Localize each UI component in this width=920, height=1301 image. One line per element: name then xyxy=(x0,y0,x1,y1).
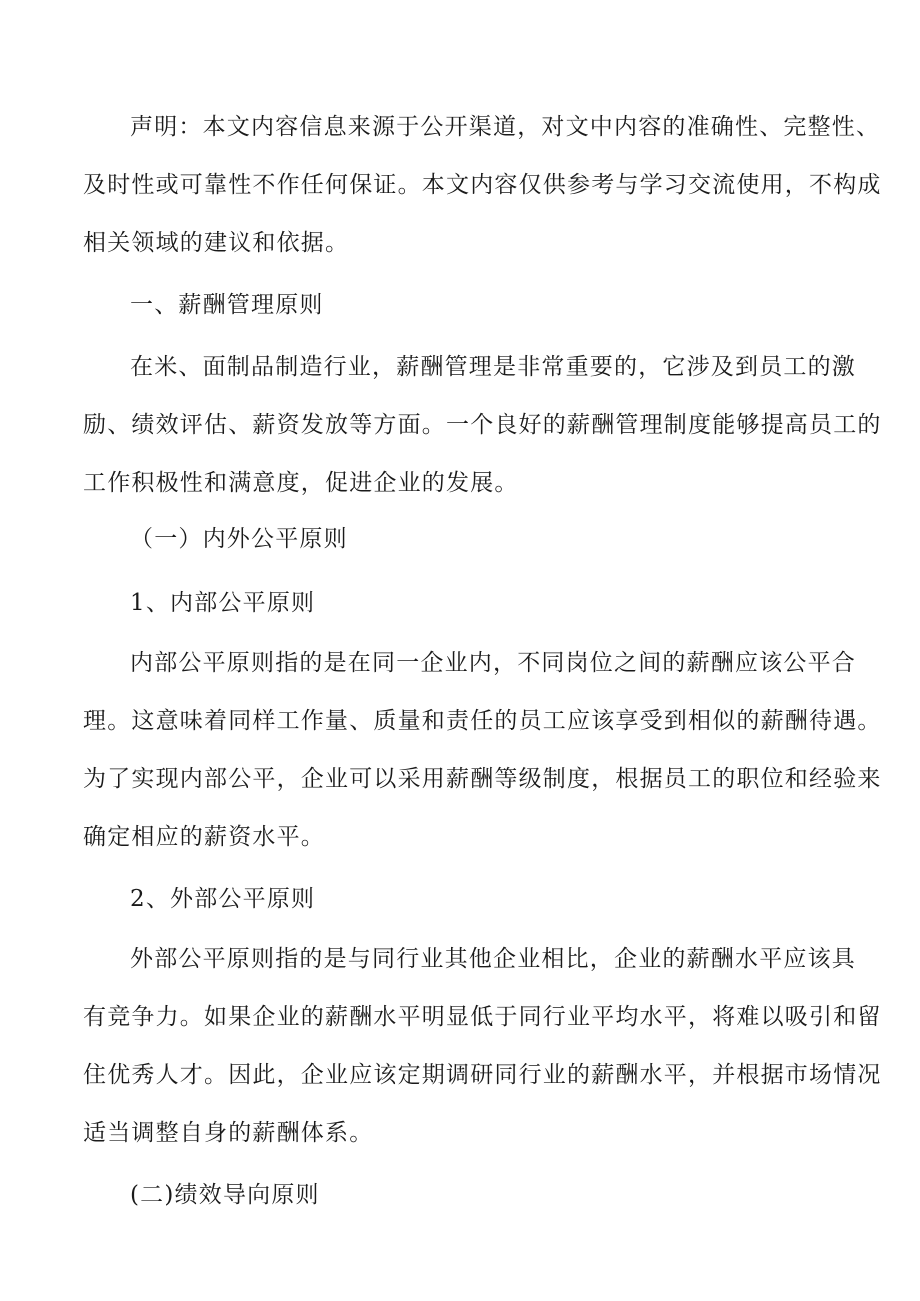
item-line: 住优秀人才。因此，企业应该定期调研同行业的薪酬水平，并根据市场情况 xyxy=(83,1062,882,1088)
intro-line: 在米、面制品制造行业，薪酬管理是非常重要的，它涉及到员工的激 xyxy=(130,354,856,380)
item-line: 理。这意味着同样工作量、质量和责任的员工应该享受到相似的薪酬待遇。 xyxy=(83,708,882,734)
sub-heading: （一）内外公平原则 xyxy=(130,526,348,552)
intro-line: 励、绩效评估、薪资发放等方面。一个良好的薪酬管理制度能够提高员工的 xyxy=(83,412,882,438)
intro-line: 工作积极性和满意度，促进企业的发展。 xyxy=(83,470,519,496)
item-line: 外部公平原则指的是与同行业其他企业相比，企业的薪酬水平应该具 xyxy=(130,946,856,972)
disclaimer-line: 声明：本文内容信息来源于公开渠道，对文中内容的准确性、完整性、 xyxy=(130,114,881,140)
item-line: 有竞争力。如果企业的薪酬水平明显低于同行业平均水平，将难以吸引和留 xyxy=(83,1004,882,1030)
disclaimer-line: 及时性或可靠性不作任何保证。本文内容仅供参考与学习交流使用，不构成 xyxy=(83,172,882,198)
section-heading: 一、薪酬管理原则 xyxy=(130,292,324,318)
item-title: 2、外部公平原则 xyxy=(130,886,316,912)
item-line: 适当调整自身的薪酬体系。 xyxy=(83,1120,374,1146)
sub-heading: (二)绩效导向原则 xyxy=(130,1182,320,1208)
item-title: 1、内部公平原则 xyxy=(130,590,316,616)
item-line: 确定相应的薪资水平。 xyxy=(83,824,325,850)
disclaimer-line: 相关领域的建议和依据。 xyxy=(83,230,350,256)
item-line: 为了实现内部公平，企业可以采用薪酬等级制度，根据员工的职位和经验来 xyxy=(83,766,882,792)
item-line: 内部公平原则指的是在同一企业内，不同岗位之间的薪酬应该公平合 xyxy=(130,650,856,676)
